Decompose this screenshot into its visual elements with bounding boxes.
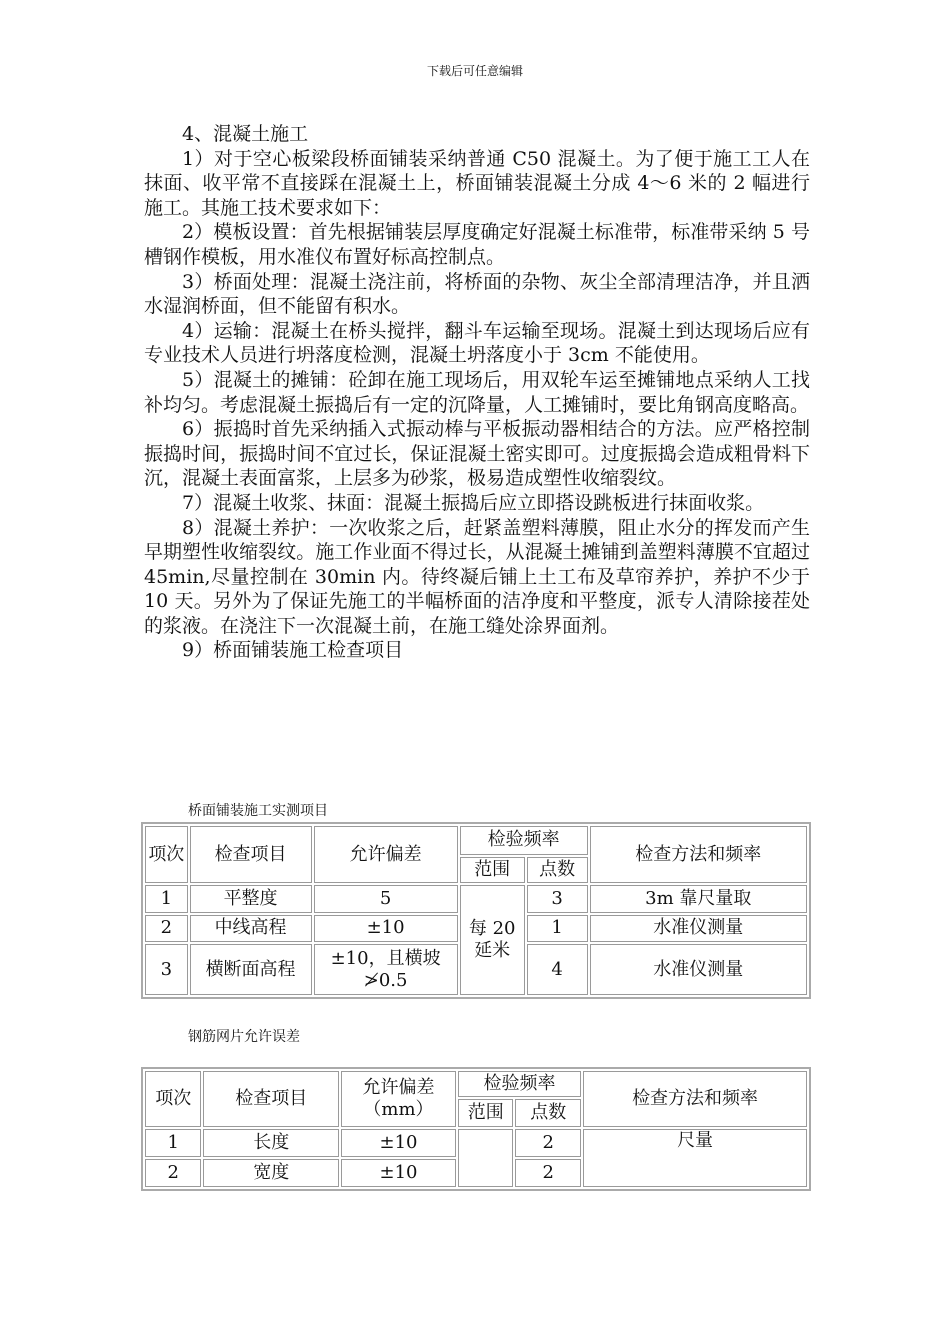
table-row: [145, 1129, 807, 1157]
cell-tolerance: ±10: [314, 915, 458, 943]
inspection-table: [141, 822, 811, 999]
cell-tolerance: ±10: [341, 1129, 456, 1157]
cell-method: 尺量: [583, 1129, 807, 1187]
cell-method: 3m 靠尺量取: [590, 885, 807, 913]
cell-points: 1: [527, 915, 588, 943]
paragraph: 7）混凝土收浆、抹面：混凝土振捣后应立即搭设跳板进行抹面收浆。: [182, 491, 765, 514]
cell-no: 1: [145, 885, 188, 913]
cell-method: 水准仪测量: [590, 915, 807, 943]
cell-method: 水准仪测量: [590, 944, 807, 995]
paragraph: 6）振捣时首先采纳插入式振动棒与平板振动器相结合的方法。应严格控制振捣时间，振捣时间不宜过长，保证混凝土密实即可。过度振捣会造成粗骨料下沉，混凝土表面富浆，上层多为砂浆，极易造成塑性收缩裂纹。: [144, 418, 810, 490]
header-tolerance: 允许偏差: [314, 826, 458, 883]
page-header: 下载后可任意编辑: [426, 64, 523, 78]
cell-item: 横断面高程: [190, 944, 312, 995]
cell-tolerance: ±10: [341, 1159, 456, 1187]
paragraph: 2）模板设置：首先根据铺装层厚度确定好混凝土标准带，标准带采纳 5 号槽钢作模板，用水准仪布置好标高控制点。: [144, 221, 810, 268]
header-frequency: 检验频率: [458, 1071, 581, 1097]
paragraph: 8）混凝土养护：一次收浆之后，赶紧盖塑料薄膜，阻止水分的挥发而产生早期塑性收缩裂纹。施工作业面不得过长，从混凝土摊铺到盖塑料薄膜不宜超过 45min,尽量控制在 30min 内。待终凝后铺上土工布及草帘养护，养护不少于 10 天。另外为了保证先施工的半幅桥面的洁净度和平整度，派专人清除接茬处的浆液。在浇注下一次混凝土前，在施工缝处涂界面剂。: [144, 516, 810, 637]
cell-points: 2: [515, 1159, 581, 1187]
paragraph: 9）桥面铺装施工检查项目: [182, 639, 404, 662]
cell-range: 每 20 延米: [460, 885, 525, 995]
header-range: 范围: [458, 1099, 513, 1127]
paragraph: 3）桥面处理：混凝土浇注前，将桥面的杂物、灰尘全部清理洁净，并且洒水湿润桥面，但不能留有积水。: [144, 270, 810, 318]
cell-tolerance: ±10，且横坡≯0.5: [314, 944, 458, 995]
header-no: 项次: [145, 1071, 201, 1127]
cell-no: 2: [145, 1159, 201, 1187]
table1-caption: 桥面铺装施工实测项目: [188, 803, 328, 819]
cell-item: 长度: [203, 1129, 339, 1157]
mesh-tolerance-table: [141, 1067, 811, 1191]
cell-no: 1: [145, 1129, 201, 1157]
header-points: 点数: [515, 1099, 581, 1127]
header-points: 点数: [527, 857, 588, 883]
cell-item: 宽度: [203, 1159, 339, 1187]
header-range: 范围: [460, 857, 525, 883]
cell-points: 3: [527, 885, 588, 913]
cell-item: 平整度: [190, 885, 312, 913]
cell-no: 2: [145, 915, 188, 943]
header-item: 检查项目: [190, 826, 312, 883]
table-row: [145, 885, 807, 913]
cell-no: 3: [145, 944, 188, 995]
paragraph: 1）对于空心板梁段桥面铺装采纳普通 C50 混凝土。为了便于施工工人在抹面、收平常不直接踩在混凝土上，桥面铺装混凝土分成 4～6 米的 2 幅进行施工。其施工技术要求如下：: [144, 147, 810, 219]
header-frequency: 检验频率: [460, 826, 588, 855]
header-method: 检查方法和频率: [590, 826, 807, 883]
paragraph: 4）运输：混凝土在桥头搅拌，翻斗车运输至现场。混凝土到达现场后应有专业技术人员进行坍落度检测，混凝土坍落度小于 3cm 不能使用。: [144, 319, 810, 367]
header-item: 检查项目: [203, 1071, 339, 1127]
header-tolerance: 允许偏差（mm）: [341, 1071, 456, 1127]
section-heading: 4、混凝土施工: [182, 123, 309, 145]
body-text: [144, 122, 810, 663]
table2-caption: 钢筋网片允许误差: [188, 1029, 300, 1045]
cell-tolerance: 5: [314, 885, 458, 913]
header-no: 项次: [145, 826, 188, 883]
cell-range: [458, 1129, 513, 1187]
cell-item: 中线高程: [190, 915, 312, 943]
header-method: 检查方法和频率: [583, 1071, 807, 1127]
cell-points: 2: [515, 1129, 581, 1157]
paragraph: 5）混凝土的摊铺：砼卸在施工现场后，用双轮车运至摊铺地点采纳人工找补均匀。考虑混凝土振捣后有一定的沉降量，人工摊铺时，要比角钢高度略高。: [144, 368, 810, 416]
cell-points: 4: [527, 944, 588, 995]
